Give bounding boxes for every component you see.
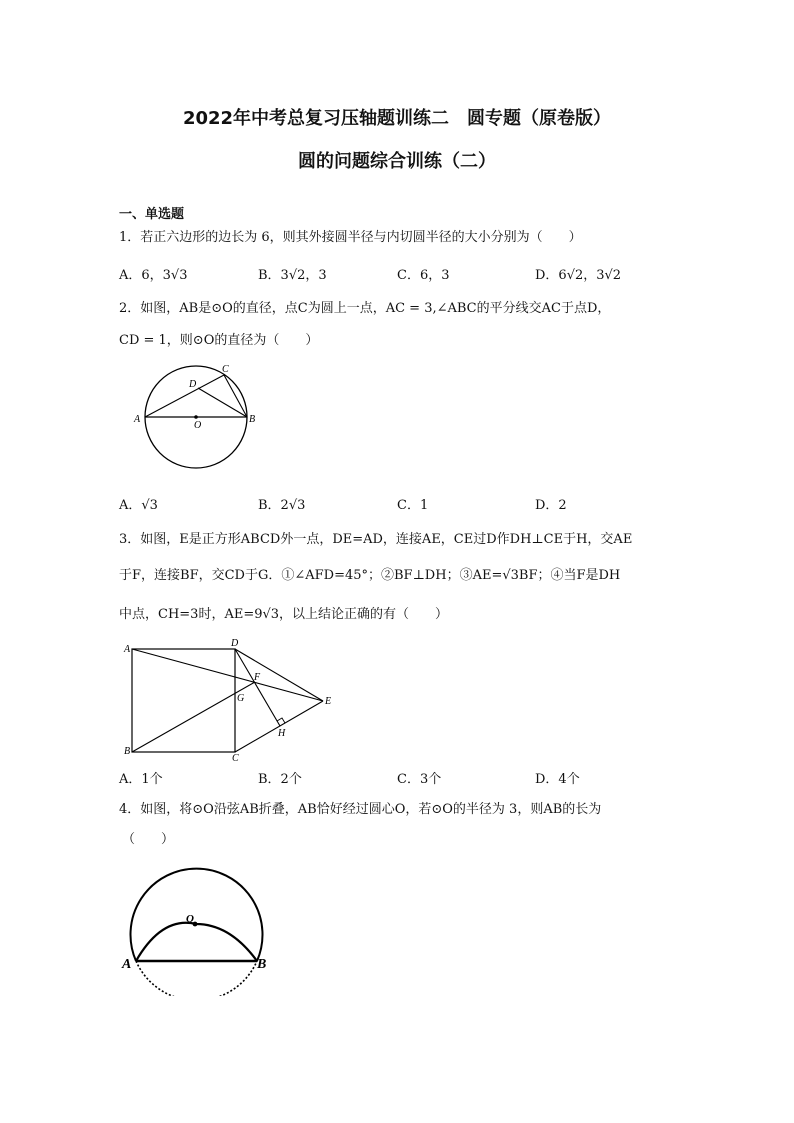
q4-label-a: A — [122, 957, 132, 972]
page-subtitle: 圆的问题综合训练（二） — [298, 151, 496, 172]
q3-stem-line3: 中点，CH=3时，AE=9√3，以上结论正确的有（ ） — [119, 607, 449, 622]
q1-option-c: C．6，3 — [397, 268, 450, 283]
q2-label-o: O — [194, 420, 202, 431]
q2-stem-line2: CD = 1，则⊙O的直径为（ ） — [119, 333, 319, 348]
q2-option-b: B．2√3 — [258, 498, 306, 513]
q4-circle-upper-arc — [131, 869, 263, 961]
q4-folded-arc — [136, 923, 257, 961]
q2-center-dot — [194, 415, 198, 419]
q4-figure — [118, 856, 278, 996]
q3-label-c: C — [232, 753, 239, 764]
q1-stem: 1．若正六边形的边长为 6，则其外接圆半径与内切圆半径的大小分别为（ ） — [119, 230, 582, 245]
q3-line-de — [235, 649, 323, 701]
q3-line-ce — [235, 701, 323, 752]
q2-label-c: C — [222, 364, 229, 375]
q4-stem-line2: （ ） — [122, 832, 175, 847]
q3-label-e: E — [325, 696, 332, 707]
q4-label-o: O — [186, 913, 194, 925]
section-heading: 一、单选题 — [119, 207, 185, 222]
q1-option-a: A．6，3√3 — [119, 268, 188, 283]
q3-label-b: B — [124, 746, 131, 757]
q3-label-f: F — [254, 672, 261, 683]
q3-square — [132, 649, 235, 752]
q3-option-a: A．1个 — [119, 772, 163, 787]
q2-option-d: D．2 — [535, 498, 567, 513]
q2-option-a: A．√3 — [119, 498, 158, 513]
q1-option-b: B．3√2，3 — [258, 268, 327, 283]
q3-option-d: D．4个 — [535, 772, 580, 787]
q3-label-a: A — [124, 644, 131, 655]
q3-label-g: G — [237, 693, 245, 704]
q2-option-c: C．1 — [397, 498, 429, 513]
q2-stem-line1: 2．如图，AB是⊙O的直径，点C为圆上一点，AC = 3,∠ABC的平分线交AC于点D， — [119, 301, 611, 316]
q4-label-b: B — [257, 957, 267, 972]
q3-figure — [118, 636, 338, 764]
q1-option-d: D．6√2，3√2 — [535, 268, 622, 283]
q3-option-b: B．2个 — [258, 772, 302, 787]
q4-stem-line1: 4．如图，将⊙O沿弦AB折叠，AB恰好经过圆心O，若⊙O的半径为 3，则AB的长为 — [119, 802, 602, 817]
q3-label-h: H — [278, 728, 286, 739]
q3-stem-line1: 3．如图，E是正方形ABCD外一点，DE=AD，连接AE，CE过D作DH⊥CE于H，交AE — [119, 532, 633, 547]
q2-label-d: D — [189, 379, 197, 390]
q2-label-a: A — [134, 414, 141, 425]
page-title: 2022年中考总复习压轴题训练二 圆专题（原卷版） — [182, 108, 612, 129]
q2-figure — [128, 360, 268, 472]
q3-line-ae — [132, 649, 323, 701]
q3-stem-line2: 于F，连接BF，交CD于G．①∠AFD=45°；②BF⊥DH；③AE=√3BF；④当F是DH — [119, 568, 621, 583]
q4-circle-lower-dotted-arc — [136, 961, 257, 996]
q3-option-c: C．3个 — [397, 772, 442, 787]
q2-label-b: B — [249, 414, 256, 425]
q3-label-d: D — [231, 638, 239, 649]
